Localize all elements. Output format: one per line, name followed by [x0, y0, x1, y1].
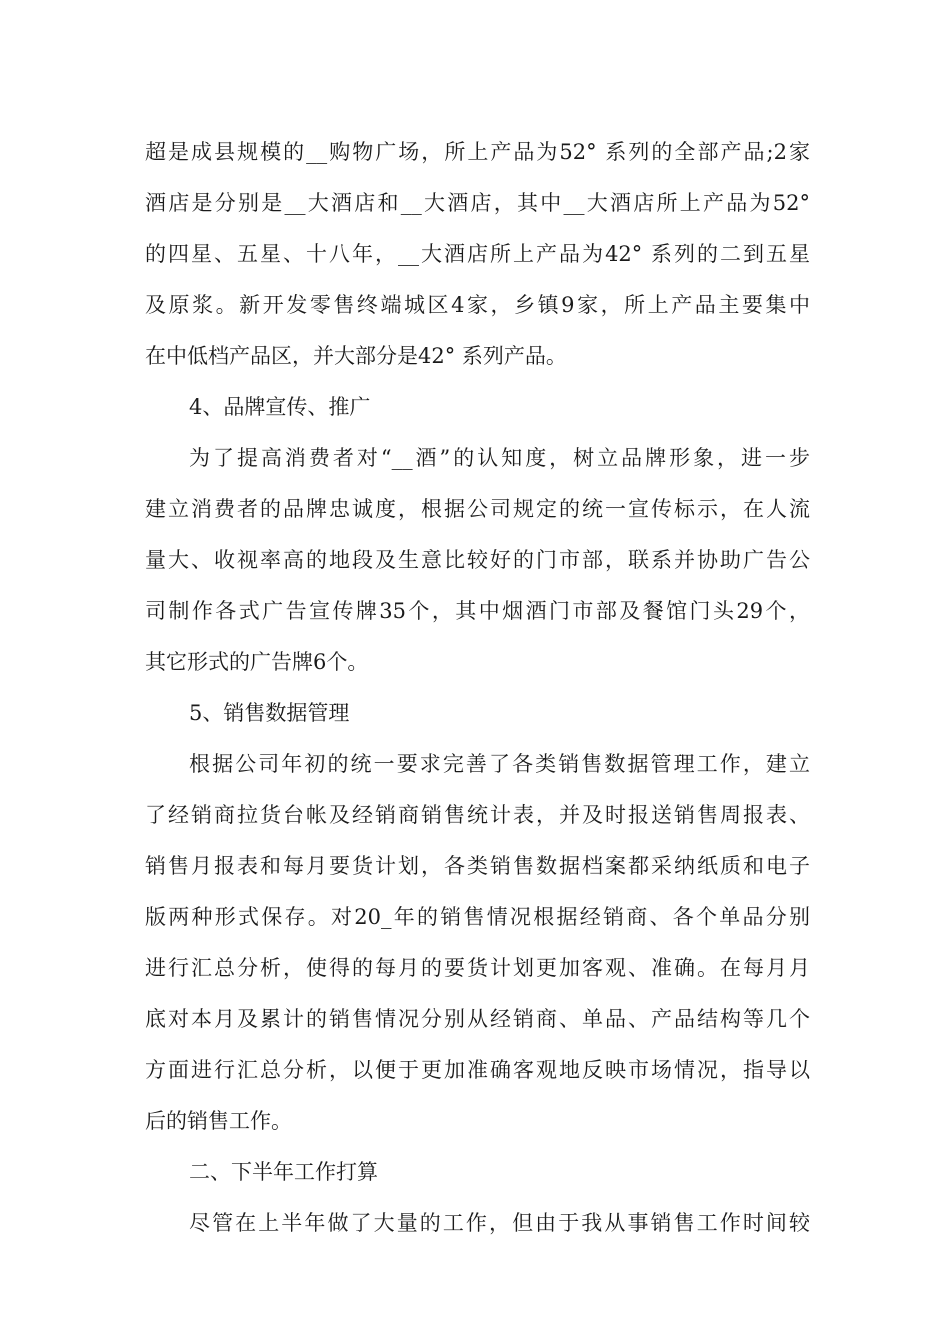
text-line: 4、品牌宣传、推广 — [189, 395, 371, 419]
text-line: 的四星、五星、十八年，__大酒店所上产品为42° 系列的二到五星 — [145, 242, 810, 266]
text-line: 及原浆。新开发零售终端城区4家，乡镇9家，所上产品主要集中 — [145, 293, 810, 317]
text-line: 酒店是分别是__大酒店和__大酒店，其中__大酒店所上产品为52° — [145, 191, 810, 215]
text-line: 二、下半年工作打算 — [189, 1160, 378, 1184]
text-line: 根据公司年初的统一要求完善了各类销售数据管理工作，建立 — [189, 752, 810, 776]
text-line: 超是成县规模的__购物广场，所上产品为52° 系列的全部产品;2家 — [145, 140, 810, 164]
text-line: 底对本月及累计的销售情况分别从经销商、单品、产品结构等几个 — [145, 1007, 810, 1031]
text-line: 量大、收视率高的地段及生意比较好的门市部，联系并协助广告公 — [145, 548, 810, 572]
text-line: 建立消费者的品牌忠诚度，根据公司规定的统一宣传标示，在人流 — [145, 497, 810, 521]
text-line: 5、销售数据管理 — [189, 701, 350, 725]
text-line: 其它形式的广告牌6个。 — [145, 650, 369, 674]
text-line: 尽管在上半年做了大量的工作，但由于我从事销售工作时间较 — [189, 1211, 810, 1235]
text-line: 方面进行汇总分析，以便于更加准确客观地反映市场情况，指导以 — [145, 1058, 810, 1082]
document-body — [145, 127, 810, 1249]
text-line: 为了提高消费者对“__酒”的认知度，树立品牌形象，进一步 — [189, 446, 810, 470]
text-line: 在中低档产品区，并大部分是42° 系列产品。 — [145, 344, 567, 368]
text-line: 版两种形式保存。对20_年的销售情况根据经销商、各个单品分别 — [145, 905, 810, 929]
text-line: 销售月报表和每月要货计划，各类销售数据档案都采纳纸质和电子 — [145, 854, 810, 878]
text-line: 司制作各式广告宣传牌35个，其中烟酒门市部及餐馆门头29个， — [145, 599, 810, 623]
text-line: 了经销商拉货台帐及经销商销售统计表，并及时报送销售周报表、 — [145, 803, 810, 827]
text-line: 进行汇总分析，使得的每月的要货计划更加客观、准确。在每月月 — [145, 956, 810, 980]
text-line: 后的销售工作。 — [145, 1109, 292, 1133]
